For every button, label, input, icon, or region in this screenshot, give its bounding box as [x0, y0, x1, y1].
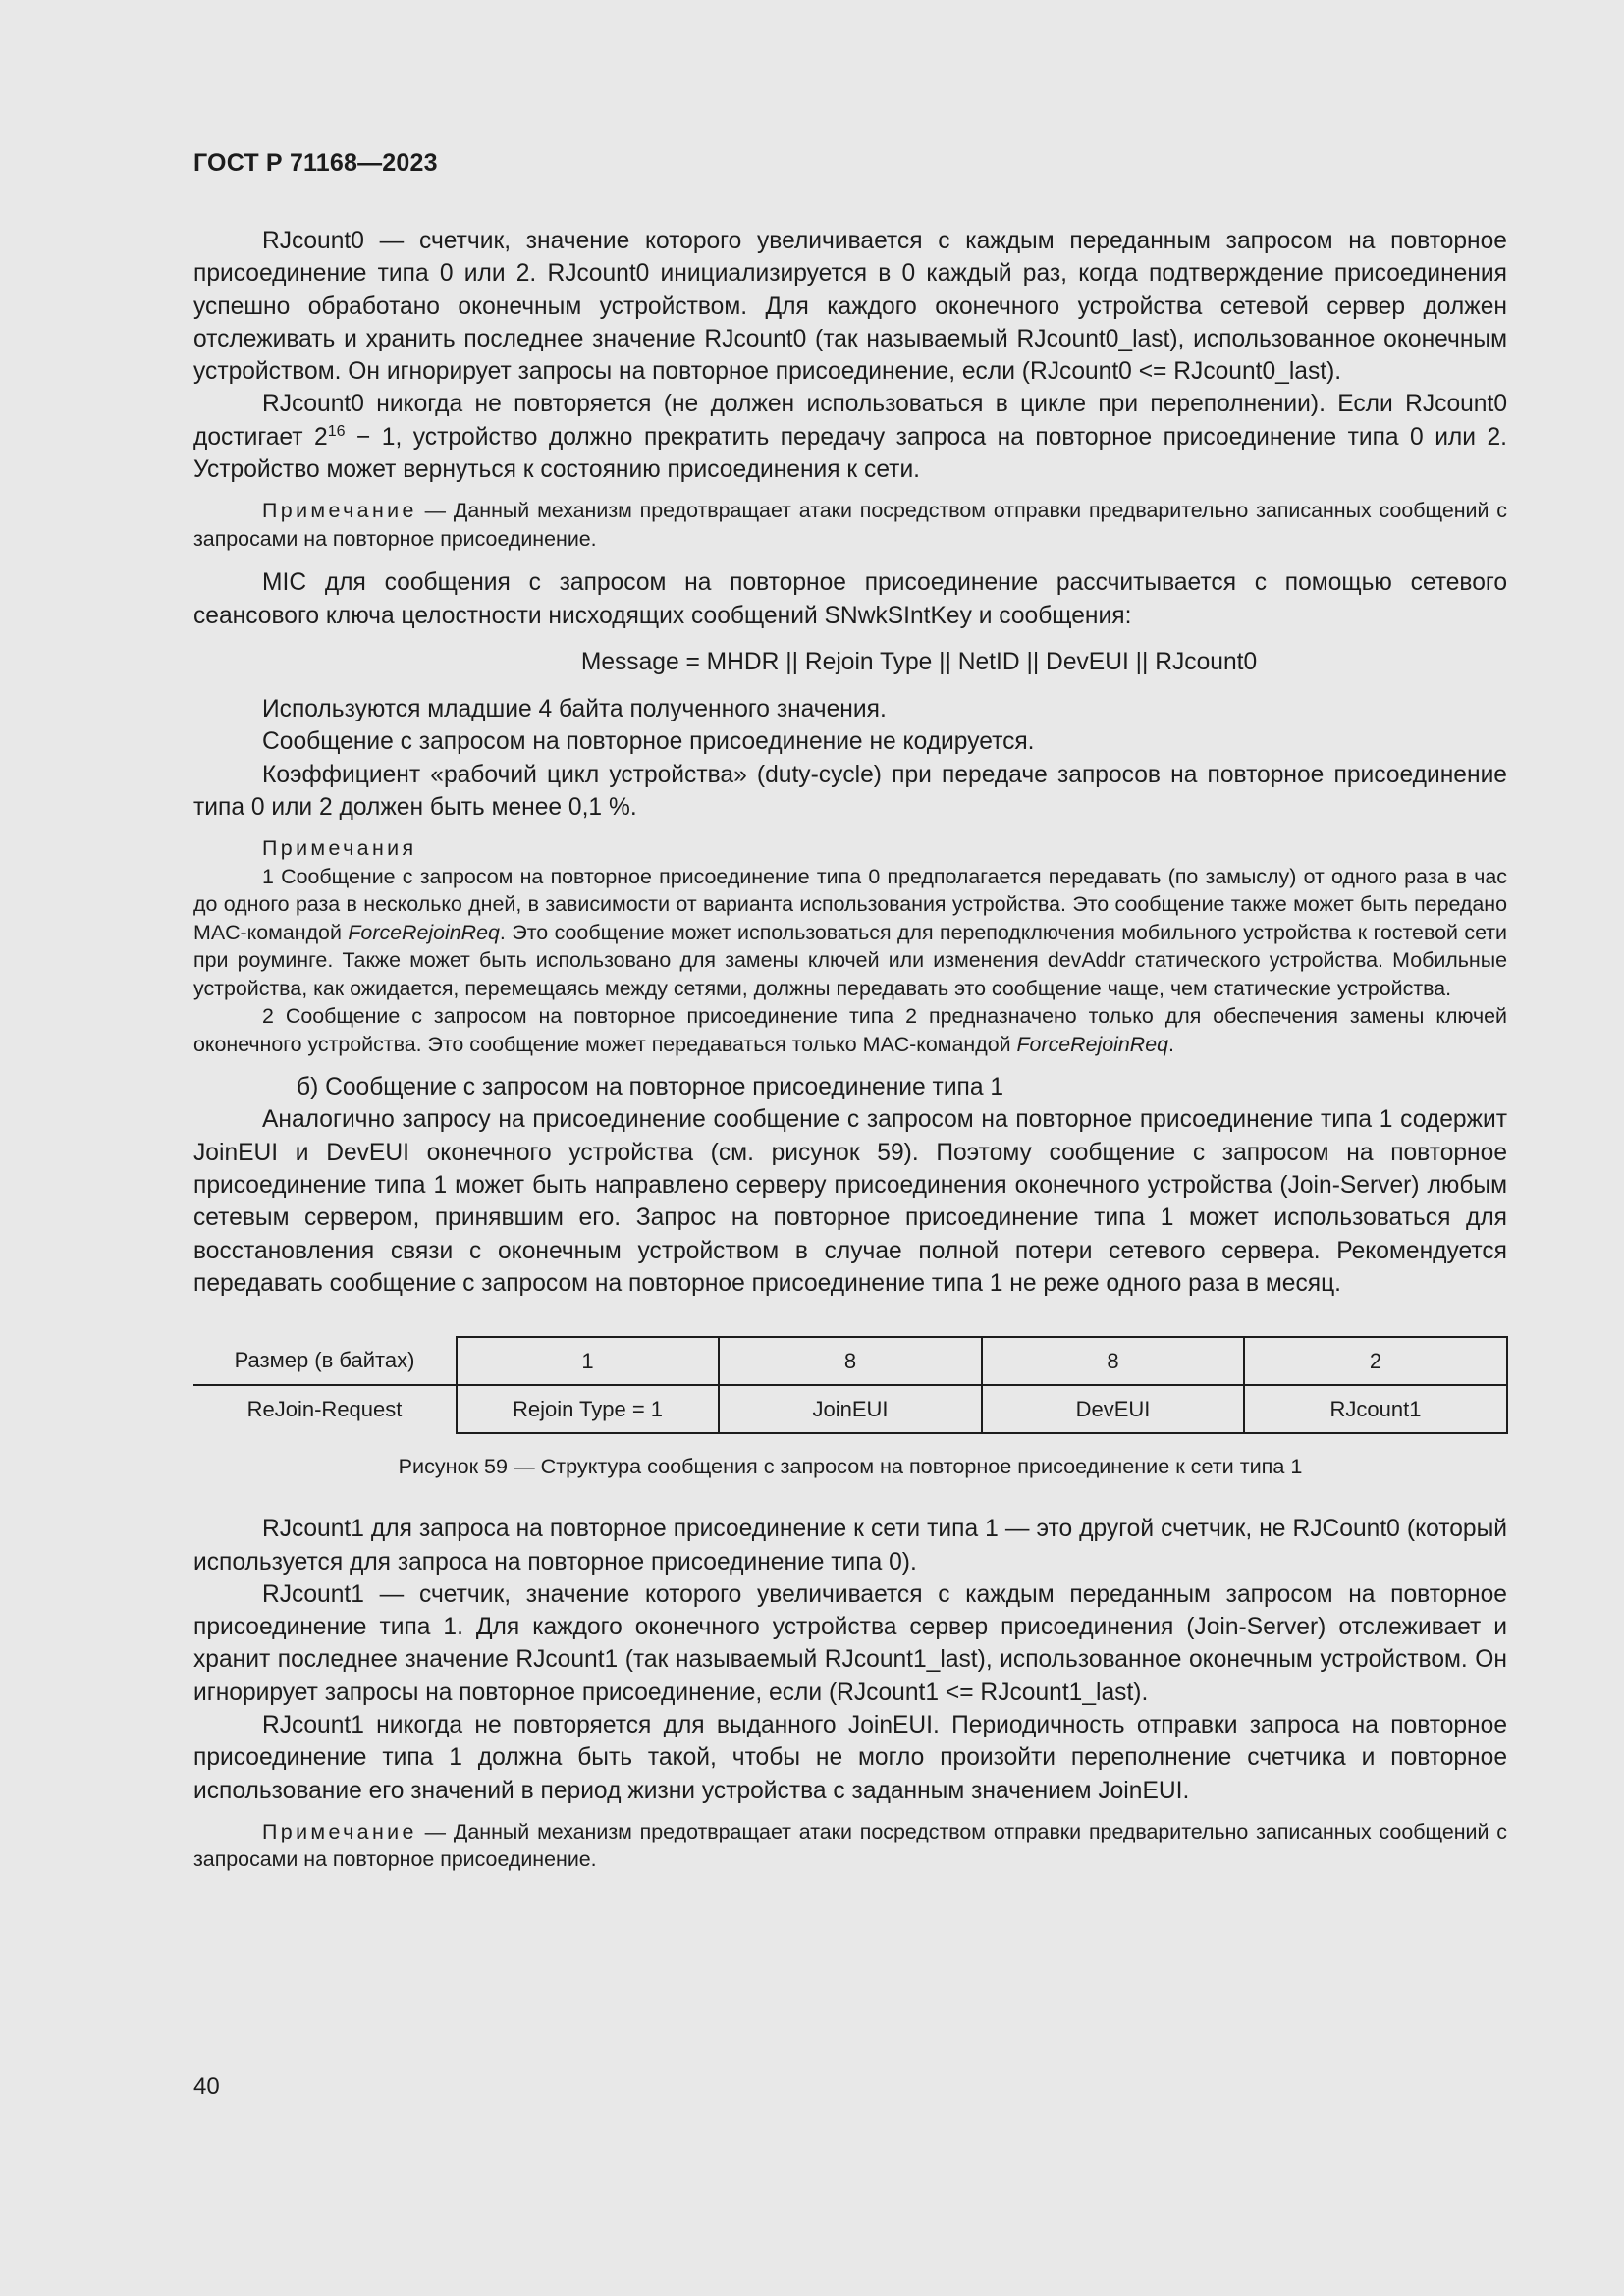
paragraph-rjcount1-other: RJcount1 для запроса на повторное присоединение к сети типа 1 — это другой счетчик, не RJCount0 (который используется для запроса на повторное присоединение типа 0). [193, 1516, 1507, 1575]
row-label-size: Размер (в байтах) [193, 1337, 457, 1385]
text-span: RJcount0 никогда не повторяется (не должен использоваться в цикле при переполнении). Если RJcount0 достигает 2 [193, 391, 1507, 451]
note-3 [193, 1818, 1507, 1874]
notes-label: Примечания [262, 836, 417, 861]
note-item-2 [193, 1002, 1507, 1058]
paragraph-duty-cycle: Коэффициент «рабочий цикл устройства» (duty-cycle) при передаче запросов на повторное присоединение типа 0 или 2 должен быть менее 0,1 %. [193, 761, 1507, 821]
rejoin-structure-table [193, 1336, 1508, 1434]
notes-heading [193, 834, 1507, 863]
text-span: . Это сообщение может использоваться для переподключения мобильного устройства к гостевой сети при роуминге. Также может быть использовано для замены ключей или изменения devAddr статического устройства. Мобильные устройства, как ожидается, перемещаясь между сетями, должны передавать это сообщение чаще, чем статические устройства. [193, 920, 1508, 1000]
field-cell: Rejoin Type = 1 [457, 1385, 719, 1433]
field-cell: JoinEUI [719, 1385, 982, 1433]
note-text: — Данный механизм предотвращает атаки посредством отправки предварительно записанных сообщений с запросами на повторное присоединение. [193, 1819, 1507, 1872]
standard-header: ГОСТ Р 71168—2023 [193, 149, 438, 177]
note-text: — Данный механизм предотвращает атаки посредством отправки предварительно записанных сообщений с запросами на повторное присоединение. [193, 499, 1507, 551]
figure-caption: Рисунок 59 — Структура сообщения с запросом на повторное присоединение к сети типа 1 [398, 1454, 1303, 1479]
command-name: ForceRejoinReq [1016, 1032, 1169, 1056]
sub-item-b: б) Сообщение с запросом на повторное присоединение типа 1 [297, 1074, 1004, 1101]
page-content [193, 225, 1507, 1874]
text-span: . [1168, 1032, 1174, 1056]
paragraph-rjcount0-overflow [193, 388, 1507, 486]
command-name: ForceRejoinReq [348, 920, 500, 944]
paragraph-not-encoded: Сообщение с запросом на повторное присоединение не кодируется. [262, 728, 1035, 756]
text-span: 2 Сообщение с запросом на повторное присоединение типа 2 предназначено только для обеспечения замены ключей оконечного устройства. Это сообщение может передаваться только MAC-командой [193, 1004, 1507, 1056]
text-span: 1 Сообщение с запросом на повторное присоединение типа 0 предполагается передавать (по замыслу) от одного раза в час до одного раза в несколько дней, в зависимости от варианта использования устройства. Это сообщение также может быть передано MAC-командой [193, 864, 1507, 944]
field-cell: DevEUI [982, 1385, 1244, 1433]
paragraph-mic: MIC для сообщения с запросом на повторное присоединение рассчитывается с помощью сетевого сеансового ключа целостности нисходящих сообщений SNwkSIntKey и сообщения: [193, 569, 1507, 629]
size-cell: 2 [1244, 1337, 1507, 1385]
paragraph-rjcount0-def: RJcount0 — счетчик, значение которого увеличивается с каждым переданным запросом на повторное присоединение типа 0 или 2. RJcount0 инициализируется в 0 каждый раз, когда подтверждение присоединения успешно обработано оконечным устройством. Для каждого оконечного устройства сетевой сервер должен отслеживать и хранить последнее значение RJcount0 (так называемый RJcount0_last), использованное оконечным устройством. Он игнорирует запросы на повторное присоединение, если (RJcount0 <= RJcount0_last). [193, 228, 1507, 386]
exponent: 16 [327, 422, 346, 440]
note-label: Примечание [262, 499, 417, 523]
note-item-1 [193, 863, 1507, 1003]
paragraph-type1: Аналогично запросу на присоединение сообщение с запросом на повторное присоединение типа 1 содержит JoinEUI и DevEUI оконечного устройства (см. рисунок 59). Поэтому сообщение с запросом на повторное присоединение типа 1 может быть направлено серверу присоединения оконечного устройства (Join-Server) любым сетевым сервером, принявшим его. Запрос на повторное присоединение типа 1 может использоваться для восстановления связи с оконечным устройством в случае полной потери сетевого сервера. Рекомендуется передавать сообщение с запросом на повторное присоединение типа 1 не реже одного раза в месяц. [193, 1106, 1507, 1297]
field-cell: RJcount1 [1244, 1385, 1507, 1433]
size-cell: 1 [457, 1337, 719, 1385]
note-label: Примечание [262, 1819, 417, 1843]
paragraph-rjcount1-def: RJcount1 — счетчик, значение которого увеличивается с каждым переданным запросом на повторное присоединение типа 1. Для каждого оконечного устройства сервер присоединения (Join-Server) отслеживает и хранит последнее значение RJcount1 (так называемый RJcount1_last), использованное оконечным устройством. Он игнорирует запросы на повторное присоединение, если (RJcount1 <= RJcount1_last). [193, 1580, 1507, 1706]
page-number: 40 [193, 2073, 220, 2100]
table-row-fields [193, 1385, 1507, 1433]
table-row-sizes [193, 1337, 1507, 1385]
size-cell: 8 [719, 1337, 982, 1385]
text-span: − 1, устройство должно прекратить передачу запроса на повторное присоединение типа 0 или 2. Устройство может вернуться к состоянию присоединения к сети. [193, 423, 1507, 484]
note-1 [193, 497, 1507, 553]
row-label-message: ReJoin-Request [246, 1397, 403, 1422]
formula-message: Message = MHDR || Rejoin Type || NetID || DevEUI || RJcount0 [580, 648, 1258, 675]
paragraph-low-bytes: Используются младшие 4 байта полученного значения. [262, 695, 887, 722]
size-cell: 8 [982, 1337, 1244, 1385]
paragraph-rjcount1-repeat: RJcount1 никогда не повторяется для выданного JoinEUI. Периодичность отправки запроса на повторное присоединение типа 1 должна быть такой, чтобы не могло произойти переполнение счетчика и повторное использование его значений в период жизни устройства с заданным значением JoinEUI. [193, 1712, 1507, 1804]
